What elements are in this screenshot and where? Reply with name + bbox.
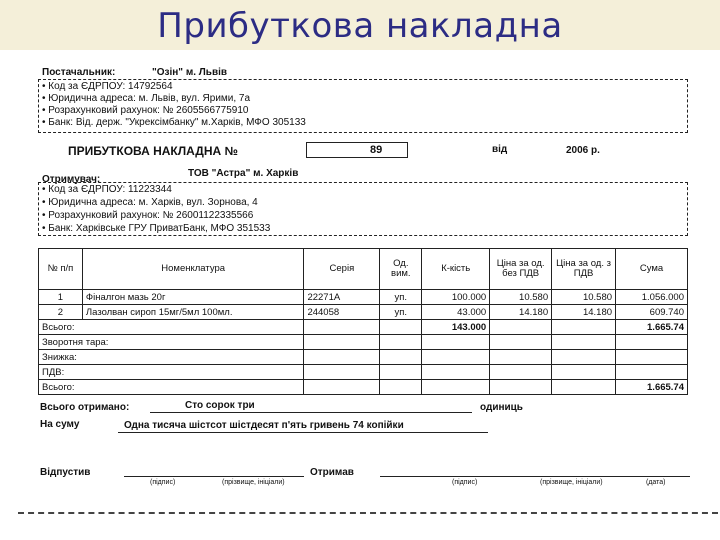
- sign-caption: (прізвище, ініціали): [540, 479, 603, 486]
- sign-caption: (підпис): [150, 479, 176, 486]
- released-sign-line: [124, 476, 304, 477]
- receiver-line: • Код за ЄДРПОУ: 11223344: [42, 184, 172, 195]
- supplier-line: • Розрахунковий рахунок: № 2605566775910: [42, 105, 249, 116]
- row-series: 22271А: [304, 290, 380, 305]
- total-label: Всього:: [39, 320, 304, 335]
- invoice-heading: ПРИБУТКОВА НАКЛАДНА №: [68, 144, 238, 158]
- col-header: Серія: [304, 249, 380, 290]
- row-name: Фіналгон мазь 20г: [82, 290, 304, 305]
- cut-line: [18, 512, 718, 514]
- grand-total-label: Всього:: [39, 380, 304, 395]
- row-sum: 1.056.000: [616, 290, 688, 305]
- row-number: 2: [39, 305, 83, 320]
- invoice-number: 89: [370, 144, 383, 156]
- row-series: 244058: [304, 305, 380, 320]
- received-words: Сто сорок три: [185, 400, 255, 411]
- col-header: Ціна за од. з ПДВ: [552, 249, 616, 290]
- total-qty: 143.000: [422, 320, 490, 335]
- table-header-row: [39, 249, 688, 290]
- goods-table: [38, 248, 688, 395]
- row-qty: 100.000: [422, 290, 490, 305]
- invoice-number-box: [306, 142, 408, 158]
- row-unit: уп.: [380, 305, 422, 320]
- sign-caption: (підпис): [452, 479, 478, 486]
- row-price: 10.580: [490, 290, 552, 305]
- row-price: 14.180: [490, 305, 552, 320]
- released-label: Відпустив: [40, 467, 91, 478]
- table-row: [39, 305, 688, 320]
- supplier-label: Постачальник:: [42, 67, 116, 78]
- received-label: Всього отримано:: [40, 402, 130, 413]
- supplier-line: • Код за ЄДРПОУ: 14792564: [42, 81, 173, 92]
- returned-label: Зворотня тара:: [39, 335, 304, 350]
- total-sum: 1.665.74: [616, 320, 688, 335]
- grand-total-row: [39, 380, 688, 395]
- amount-underline: [118, 432, 488, 433]
- row-price-vat: 14.180: [552, 305, 616, 320]
- received-underline: [150, 412, 472, 413]
- row-name: Лазолван сироп 15мг/5мл 100мл.: [82, 305, 304, 320]
- receiver-name: ТОВ "Астра" м. Харків: [188, 168, 299, 179]
- col-header: К-кість: [422, 249, 490, 290]
- col-header: Сума: [616, 249, 688, 290]
- returned-row: [39, 335, 688, 350]
- receiver-sign-line: [380, 476, 690, 477]
- supplier-name: "Озін" м. Львів: [152, 67, 228, 78]
- col-header: Од. вим.: [380, 249, 422, 290]
- col-header: Ціна за од. без ПДВ: [490, 249, 552, 290]
- discount-label: Знижка:: [39, 350, 304, 365]
- table-row: [39, 290, 688, 305]
- invoice-from-label: від: [492, 144, 508, 155]
- row-sum: 609.740: [616, 305, 688, 320]
- receiver-line: • Розрахунковий рахунок: № 26001122335566: [42, 210, 254, 221]
- discount-row: [39, 350, 688, 365]
- vat-row: [39, 365, 688, 380]
- col-header: Номенклатура: [82, 249, 304, 290]
- slide-title: Прибуткова накладна: [157, 6, 563, 46]
- row-price-vat: 10.580: [552, 290, 616, 305]
- received-units: одиниць: [480, 402, 523, 413]
- invoice-year: 2006 р.: [566, 145, 600, 156]
- sign-caption: (дата): [646, 479, 666, 486]
- total-row: [39, 320, 688, 335]
- receiver-line: • Банк: Харківське ГРУ ПриватБанк, МФО 351533: [42, 223, 271, 234]
- grand-total-sum: 1.665.74: [616, 380, 688, 395]
- amount-words: Одна тисяча шістсот шістдесят п'ять гривень 74 копійки: [124, 420, 404, 431]
- row-number: 1: [39, 290, 83, 305]
- receiver-line: • Юридична адреса: м. Харків, вул. Зорнова, 4: [42, 197, 258, 208]
- row-qty: 43.000: [422, 305, 490, 320]
- amount-label: На суму: [40, 419, 80, 430]
- row-unit: уп.: [380, 290, 422, 305]
- vat-label: ПДВ:: [39, 365, 304, 380]
- receiver-sign-label: Отримав: [310, 467, 354, 478]
- col-header: № п/п: [39, 249, 83, 290]
- invoice-document: [0, 50, 720, 540]
- receiver-label: Отримувач:: [42, 174, 101, 185]
- supplier-line: • Юридична адреса: м. Львів, вул. Ярими, 7а: [42, 93, 251, 104]
- supplier-line: • Банк: Від. держ. "Укрексімбанку" м.Харків, МФО 305133: [42, 117, 306, 128]
- sign-caption: (прізвище, ініціали): [222, 479, 285, 486]
